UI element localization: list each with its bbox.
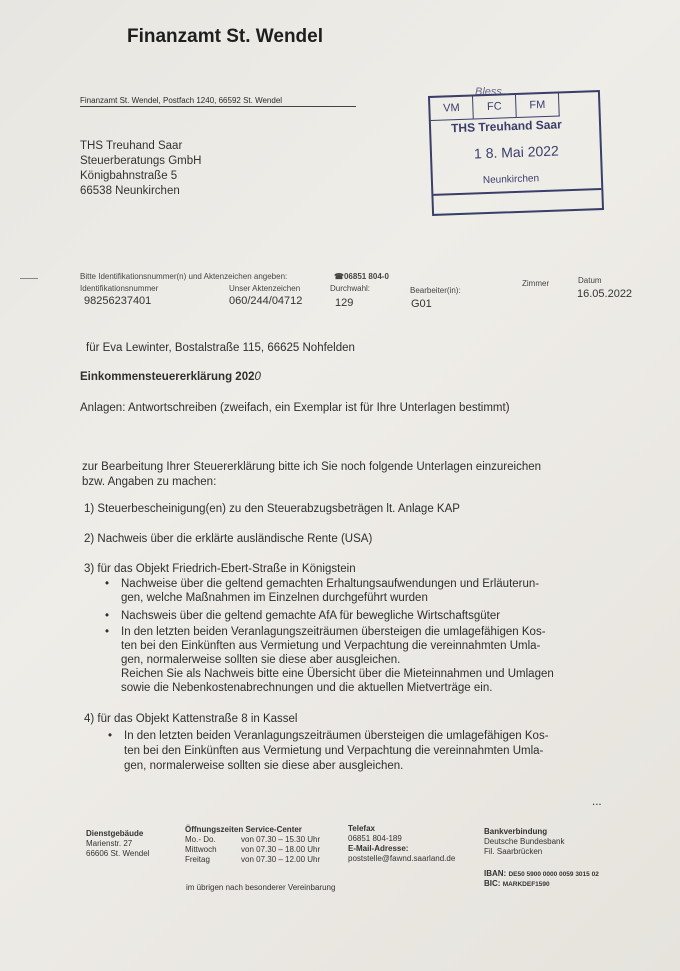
footer-contact (348, 824, 455, 864)
label-date: Datum (578, 276, 602, 285)
stamp-divider (433, 188, 601, 195)
fold-mark (20, 278, 38, 279)
bullet-line: Nachweise über die geltend gemachten Erhaltungsaufwendungen und Erläuterun- (121, 578, 540, 590)
recipient-line: 66538 Neunkirchen (80, 185, 180, 197)
label-clerk: Bearbeiter(in): (410, 286, 461, 295)
hours-title: Öffnungszeiten Service-Center (185, 825, 302, 834)
label-id: Identifikationsnummer (80, 284, 159, 293)
hours-time: von 07.30 – 18.00 Uhr (241, 845, 321, 854)
item-3-bullet (105, 577, 540, 605)
hours-day: Mo.- Do. (185, 835, 216, 844)
intro-line: bzw. Angaben zu machen: (82, 476, 217, 488)
bank-title: Bankverbindung (484, 827, 548, 836)
reference-instruction: Bitte Identifikationsnummer(n) und Aktenzeichen angeben: (80, 272, 288, 281)
footer-bank (484, 827, 565, 857)
recipient-line: Königbahnstraße 5 (80, 170, 178, 182)
taxpayer-line: für Eva Lewinter, Bostalstraße 115, 66625 Nohfelden (86, 342, 355, 354)
stamp-city: Neunkirchen (482, 173, 540, 187)
label-room: Zimmer (522, 279, 550, 288)
intro-paragraph (82, 460, 541, 490)
bullet-line: In den letzten beiden Veranlagungszeiträumen übersteigen die umlagefähigen Kos- (121, 626, 546, 638)
value-id: 98256237401 (84, 295, 152, 307)
stamp-cells (430, 93, 560, 119)
hours-row (185, 855, 320, 865)
stamp-cell: FC (473, 95, 517, 119)
clerk-label-text: Bearbeiter(in) (410, 286, 459, 295)
instruction-text: Bitte Identifikationsnummer(n) und Aktenzeichen angeben (80, 272, 286, 281)
ellipsis: ... (592, 796, 602, 808)
handwritten-initials: Bless (475, 86, 502, 98)
bic-value: MARKDEF1590 (502, 881, 550, 888)
fax-title: Telefax (348, 824, 375, 833)
label-file: Unser Aktenzeichen (229, 284, 301, 293)
value-ext: 129 (335, 297, 354, 309)
item-4: 4) für das Objekt Kattenstraße 8 in Kassel (84, 713, 298, 725)
bic-line (484, 879, 550, 890)
subject-text: Einkommensteuererklärung 202 (80, 371, 255, 383)
label-ext: Durchwahl: (330, 284, 371, 293)
building-title: Dienstgebäude (86, 829, 144, 838)
email-title: E-Mail-Adresse: (348, 844, 409, 853)
email-address: poststelle@fawnd.saarland.de (348, 854, 456, 863)
received-stamp (428, 90, 604, 216)
iban-value: DE50 5900 0000 0059 3015 02 (508, 871, 599, 878)
value-clerk: G01 (411, 298, 432, 310)
recipient-line: Steuerberatungs GmbH (80, 155, 202, 167)
bullet-line: ten bei den Einkünften aus Vermietung und Verpachtung die vereinnahmten Umla- (121, 640, 541, 652)
bullet-dot: • (105, 610, 110, 622)
stamp-company: THS Treuhand Saar (450, 117, 562, 136)
bank-line: Deutsche Bundesbank (484, 837, 565, 846)
return-address-underline (80, 106, 356, 107)
subject-line (80, 371, 261, 383)
item-3: 3) für das Objekt Friedrich-Ebert-Straße in Königstein (84, 563, 356, 575)
phone-number: ☎06851 804-0 (334, 272, 389, 281)
fax-number: 06851 804-189 (348, 834, 402, 843)
iban-label: IBAN: (484, 869, 507, 878)
hours-row (185, 845, 320, 855)
ext-label-text: Durchwahl (330, 284, 368, 293)
item-4-bullet (108, 729, 549, 774)
hours-day: Freitag (185, 855, 210, 864)
intro-line: zur Bearbeitung Ihrer Steuererklärung bitte ich Sie noch folgende Unterlagen einzureichen (82, 461, 542, 473)
recipient-address (80, 139, 201, 199)
hours-time: von 07.30 – 15.30 Uhr (241, 835, 321, 844)
building-line: 66606 St. Wendel (86, 849, 150, 858)
footer-hours (185, 825, 320, 865)
return-address: Finanzamt St. Wendel, Postfach 1240, 66592 St. Wendel (80, 96, 283, 105)
bullet-dot: • (108, 730, 113, 742)
office-title: Finanzamt St. Wendel (127, 26, 324, 47)
subject-year-correction: 0 (254, 371, 261, 383)
bullet-line: gen, welche Maßnahmen im Einzelnen durchgeführt wurden (121, 592, 428, 604)
bic-label: BIC: (484, 879, 501, 888)
bullet-line: Nachsweis über die geltend gemachte AfA für bewegliche Wirtschaftsgüter (121, 610, 501, 622)
hours-day: Mittwoch (185, 845, 217, 854)
attachments-line: Anlagen: Antwortschreiben (zweifach, ein Exemplar ist für Ihre Unterlagen bestimmt) (80, 402, 510, 414)
hours-row (185, 835, 320, 845)
value-file: 060/244/04712 (229, 295, 303, 307)
bullet-dot: • (105, 626, 110, 638)
item-1: 1) Steuerbescheinigung(en) zu den Steuerabzugsbeträgen lt. Anlage KAP (84, 503, 460, 515)
footer-building (86, 829, 149, 859)
value-date: 16.05.2022 (577, 288, 633, 300)
bullet-line: gen, normalerweise sollten sie diese aber ausgleichen. (121, 654, 401, 666)
bullet-line: ten bei den Einkünften aus Vermietung und Verpachtung die vereinnahmten Umla- (124, 745, 544, 757)
building-line: Marienstr. 27 (86, 839, 133, 848)
hours-note: im übrigen nach besonderer Vereinbarung (186, 883, 336, 892)
stamp-cell: FM (516, 93, 560, 117)
bullet-line: sowie die Nebenkostenabrechnungen und die aktuellen Mietverträge ein. (121, 682, 493, 694)
bullet-line: Reichen Sie als Nachweis bitte eine Übersicht über die Mieteinnahmen und Umlagen (121, 668, 554, 680)
item-3-bullet (105, 625, 554, 695)
hours-time: von 07.30 – 12.00 Uhr (241, 855, 321, 864)
bullet-line: gen, normalerweise sollten sie diese aber ausgleichen. (124, 760, 404, 772)
recipient-line: THS Treuhand Saar (80, 140, 183, 152)
item-2: 2) Nachweis über die erklärte ausländische Rente (USA) (84, 533, 373, 545)
bank-line: Fil. Saarbrücken (484, 847, 543, 856)
bullet-dot: • (105, 578, 110, 590)
item-3-bullet (105, 609, 501, 623)
stamp-cell: VM (430, 96, 474, 120)
stamp-date: 1 8. Mai 2022 (473, 142, 560, 162)
bullet-line: In den letzten beiden Veranlagungszeiträumen übersteigen die umlagefähigen Kos- (124, 730, 549, 742)
